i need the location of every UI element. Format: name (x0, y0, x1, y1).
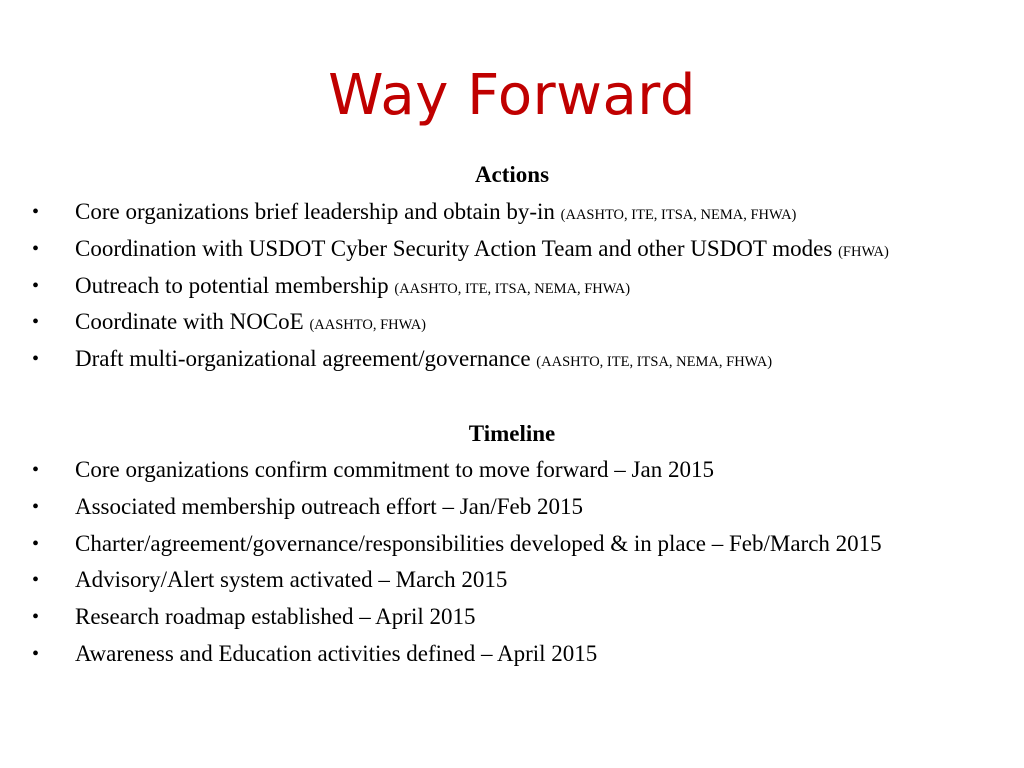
action-orgs: (AASHTO, FHWA) (309, 317, 426, 334)
action-text (75, 268, 630, 308)
list-item (0, 268, 1024, 305)
timeline-text: Advisory/Alert system activated – March 2015 (75, 567, 508, 593)
list-item (0, 452, 1024, 489)
action-orgs: (AASHTO, ITE, ITSA, NEMA, FHWA) (536, 354, 773, 371)
bullet-icon: • (32, 311, 40, 334)
timeline-heading: Timeline (468, 421, 556, 446)
timeline-text: Research roadmap established – April 2015 (75, 604, 476, 630)
action-label: Draft multi-organizational agreement/governance (75, 346, 531, 372)
action-label: Coordinate with NOCoE (75, 309, 304, 335)
timeline-text: Charter/agreement/governance/responsibilities developed & in place – Feb/March 2015 (75, 530, 882, 556)
slide-title: Way Forward (328, 63, 696, 128)
list-item (0, 341, 1024, 378)
bullet-icon: • (32, 606, 40, 629)
bullet-icon: • (32, 201, 40, 223)
bullet-icon: • (32, 532, 40, 555)
action-text (75, 341, 772, 381)
action-text (75, 304, 426, 344)
action-orgs: (AASHTO, ITE, ITSA, NEMA, FHWA) (560, 207, 797, 223)
list-item (0, 562, 1024, 599)
actions-heading: Actions (474, 162, 550, 187)
bullet-icon: • (32, 642, 40, 665)
action-text (75, 194, 796, 234)
list-item (0, 599, 1024, 636)
bullet-icon: • (32, 274, 40, 297)
list-item (0, 231, 1024, 268)
timeline-list (0, 452, 1024, 673)
action-text (75, 231, 889, 271)
list-item (0, 489, 1024, 526)
action-label: Coordination with USDOT Cyber Security Action Team and other USDOT modes (75, 235, 833, 261)
list-item (0, 194, 1024, 231)
timeline-text: Core organizations confirm commitment to move forward – Jan 2015 (75, 457, 714, 482)
action-orgs: (AASHTO, ITE, ITSA, NEMA, FHWA) (394, 280, 631, 297)
action-label: Outreach to potential membership (75, 272, 389, 298)
bullet-icon: • (32, 237, 40, 260)
action-label: Core organizations brief leadership and obtain by-in (75, 199, 555, 224)
bullet-icon: • (32, 569, 40, 592)
list-item (0, 636, 1024, 673)
action-orgs: (FHWA) (838, 243, 889, 260)
list-item (0, 304, 1024, 341)
list-item (0, 526, 1024, 563)
bullet-icon: • (32, 348, 40, 371)
bullet-icon: • (32, 495, 40, 518)
actions-list (0, 194, 1024, 378)
timeline-text: Associated membership outreach effort – Jan/Feb 2015 (75, 493, 583, 519)
timeline-text: Awareness and Education activities defined – April 2015 (75, 640, 598, 666)
bullet-icon: • (32, 459, 40, 481)
